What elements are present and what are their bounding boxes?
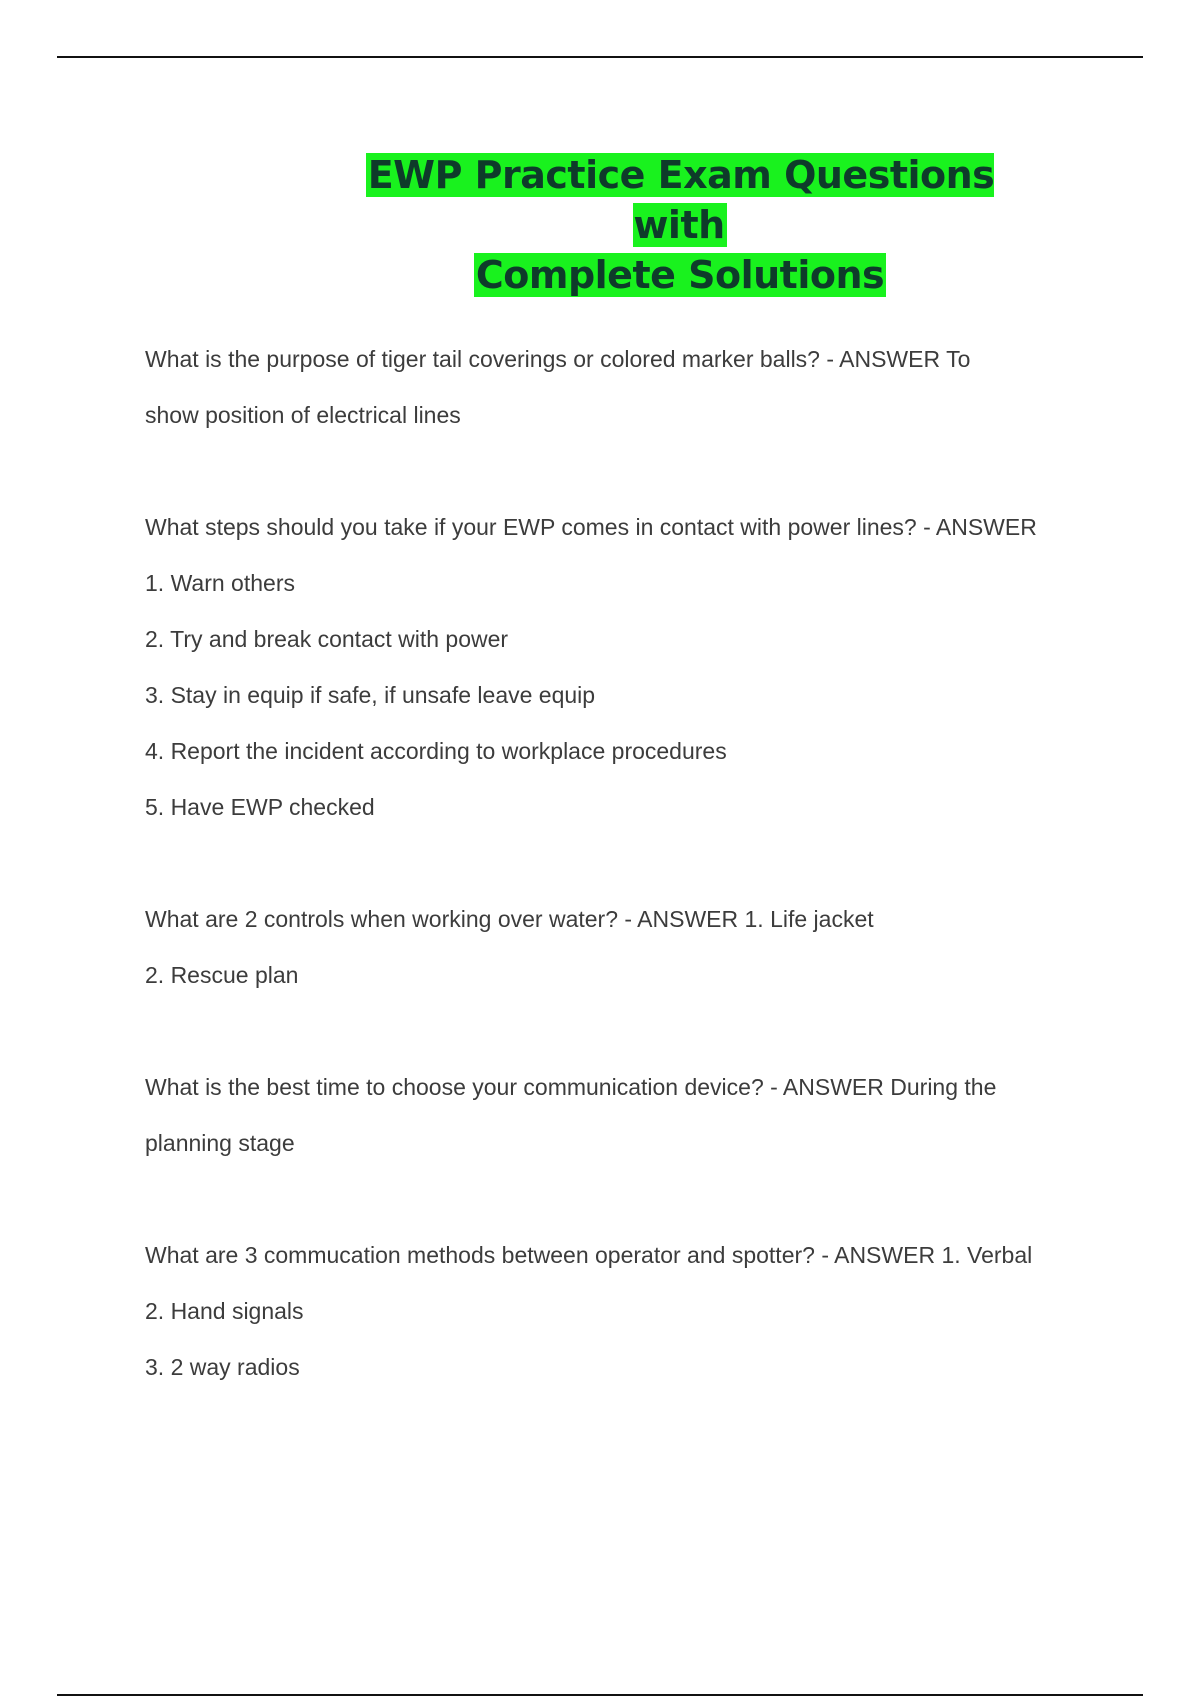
qa-line: show position of electrical lines xyxy=(145,402,461,428)
qa-line: 2. Rescue plan xyxy=(145,962,299,988)
qa-line: What is the purpose of tiger tail coverings or colored marker balls? - ANSWER To xyxy=(145,346,971,372)
qa-line: 3. 2 way radios xyxy=(145,1354,300,1380)
document-title xyxy=(330,150,1030,300)
qa-item xyxy=(145,499,1105,835)
qa-item xyxy=(145,891,1105,1003)
qa-list xyxy=(145,331,1105,1451)
title-line-1: EWP Practice Exam Questions with xyxy=(367,153,995,247)
qa-line: 1. Warn others xyxy=(145,570,295,596)
qa-line: 2. Try and break contact with power xyxy=(145,626,509,652)
qa-line: What steps should you take if your EWP comes in contact with power lines? - ANSWER xyxy=(145,514,1037,540)
qa-line: What are 3 commucation methods between operator and spotter? - ANSWER 1. Verbal xyxy=(145,1242,1033,1268)
qa-item xyxy=(145,1227,1105,1395)
qa-line: 4. Report the incident according to workplace procedures xyxy=(145,738,727,764)
qa-line: 2. Hand signals xyxy=(145,1298,304,1324)
qa-item xyxy=(145,1059,1105,1171)
qa-line: 3. Stay in equip if safe, if unsafe leave equip xyxy=(145,682,596,708)
qa-item xyxy=(145,331,1105,443)
qa-line: What are 2 controls when working over water? - ANSWER 1. Life jacket xyxy=(145,906,874,932)
top-rule xyxy=(57,56,1143,58)
qa-line: What is the best time to choose your communication device? - ANSWER During the xyxy=(145,1074,997,1100)
bottom-rule xyxy=(57,1694,1143,1696)
title-line-2: Complete Solutions xyxy=(475,253,885,297)
qa-line: planning stage xyxy=(145,1130,295,1156)
qa-line: 5. Have EWP checked xyxy=(145,794,375,820)
